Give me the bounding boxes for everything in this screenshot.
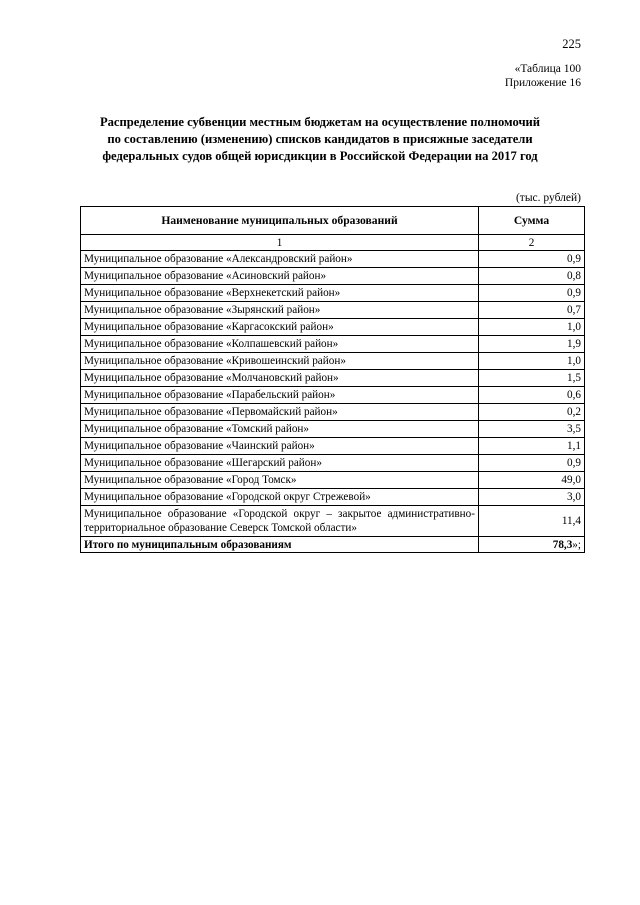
units-label: (тыс. рублей) xyxy=(515,192,581,204)
table-row xyxy=(81,336,585,353)
municipality-sum: 0,7 xyxy=(479,302,585,319)
table-row xyxy=(81,251,585,268)
municipality-name: Муниципальное образование «Молчановский район» xyxy=(81,370,479,387)
municipality-name: Муниципальное образование «Александровский район» xyxy=(81,251,479,268)
total-value: 78,3 xyxy=(552,538,573,551)
municipality-sum: 0,9 xyxy=(479,285,585,302)
title-line-3: федеральных судов общей юрисдикции в Российской Федерации на 2017 год xyxy=(102,149,538,163)
municipality-name: Муниципальное образование «Первомайский район» xyxy=(81,404,479,421)
table-row xyxy=(81,268,585,285)
total-row xyxy=(81,537,585,553)
table-row xyxy=(81,438,585,455)
municipality-sum: 0,8 xyxy=(479,268,585,285)
column-index-name: 1 xyxy=(81,235,479,251)
municipality-name: Муниципальное образование «Город Томск» xyxy=(81,472,479,489)
municipality-sum: 11,4 xyxy=(479,506,585,537)
municipality-name: Муниципальное образование «Колпашевский район» xyxy=(81,336,479,353)
municipality-sum: 1,5 xyxy=(479,370,585,387)
table-row xyxy=(81,404,585,421)
municipality-sum: 3,0 xyxy=(479,489,585,506)
municipality-name: Муниципальное образование «Каргасокский район» xyxy=(81,319,479,336)
table-row xyxy=(81,472,585,489)
table-row xyxy=(81,421,585,438)
municipality-name: Муниципальное образование «Томский район» xyxy=(81,421,479,438)
document-title xyxy=(60,114,580,165)
total-suffix: »; xyxy=(572,538,581,551)
municipality-name: Муниципальное образование «Зырянский район» xyxy=(81,302,479,319)
appendix-number: Приложение 16 xyxy=(504,77,581,89)
municipality-name: Муниципальное образование «Асиновский район» xyxy=(81,268,479,285)
total-label: Итого по муниципальным образованиям xyxy=(81,537,479,553)
municipality-sum: 1,0 xyxy=(479,319,585,336)
municipality-sum: 1,9 xyxy=(479,336,585,353)
municipality-sum: 1,0 xyxy=(479,353,585,370)
municipality-sum: 1,1 xyxy=(479,438,585,455)
column-index-sum: 2 xyxy=(479,235,585,251)
table-row xyxy=(81,506,585,537)
municipality-name: Муниципальное образование «Городской округ Стрежевой» xyxy=(81,489,479,506)
municipality-name: Муниципальное образование «Парабельский район» xyxy=(81,387,479,404)
title-line-1: Распределение субвенции местным бюджетам на осуществление полномочий xyxy=(99,115,541,129)
column-index-row xyxy=(81,235,585,251)
municipality-sum: 0,6 xyxy=(479,387,585,404)
table-row xyxy=(81,489,585,506)
municipality-name: Муниципальное образование «Шегарский район» xyxy=(81,455,479,472)
table-row xyxy=(81,387,585,404)
municipality-sum: 0,2 xyxy=(479,404,585,421)
table-row xyxy=(81,353,585,370)
column-header-name: Наименование муниципальных образований xyxy=(81,207,479,235)
title-line-2: по составлению (изменению) списков кандидатов в присяжные заседатели xyxy=(107,132,533,146)
table-number: «Таблица 100 xyxy=(514,63,581,75)
municipality-name: Муниципальное образование «Верхнекетский район» xyxy=(81,285,479,302)
table-row xyxy=(81,455,585,472)
page-number: 225 xyxy=(562,37,581,51)
municipality-sum: 49,0 xyxy=(479,472,585,489)
table-row xyxy=(81,370,585,387)
total-sum-cell xyxy=(479,537,585,553)
table-row xyxy=(81,319,585,336)
table-row xyxy=(81,302,585,319)
municipality-sum: 3,5 xyxy=(479,421,585,438)
table-row xyxy=(81,285,585,302)
municipality-name: Муниципальное образование «Кривошеинский район» xyxy=(81,353,479,370)
municipality-name: Муниципальное образование «Чаинский район» xyxy=(81,438,479,455)
municipality-sum: 0,9 xyxy=(479,251,585,268)
column-header-sum: Сумма xyxy=(479,207,585,235)
table-header-row xyxy=(81,207,585,235)
table-reference xyxy=(505,62,581,90)
municipality-name: Муниципальное образование «Городской округ – закрытое административно-территориальное образование Северск Томской области» xyxy=(81,506,479,537)
subvention-table xyxy=(80,206,585,553)
municipality-sum: 0,9 xyxy=(479,455,585,472)
